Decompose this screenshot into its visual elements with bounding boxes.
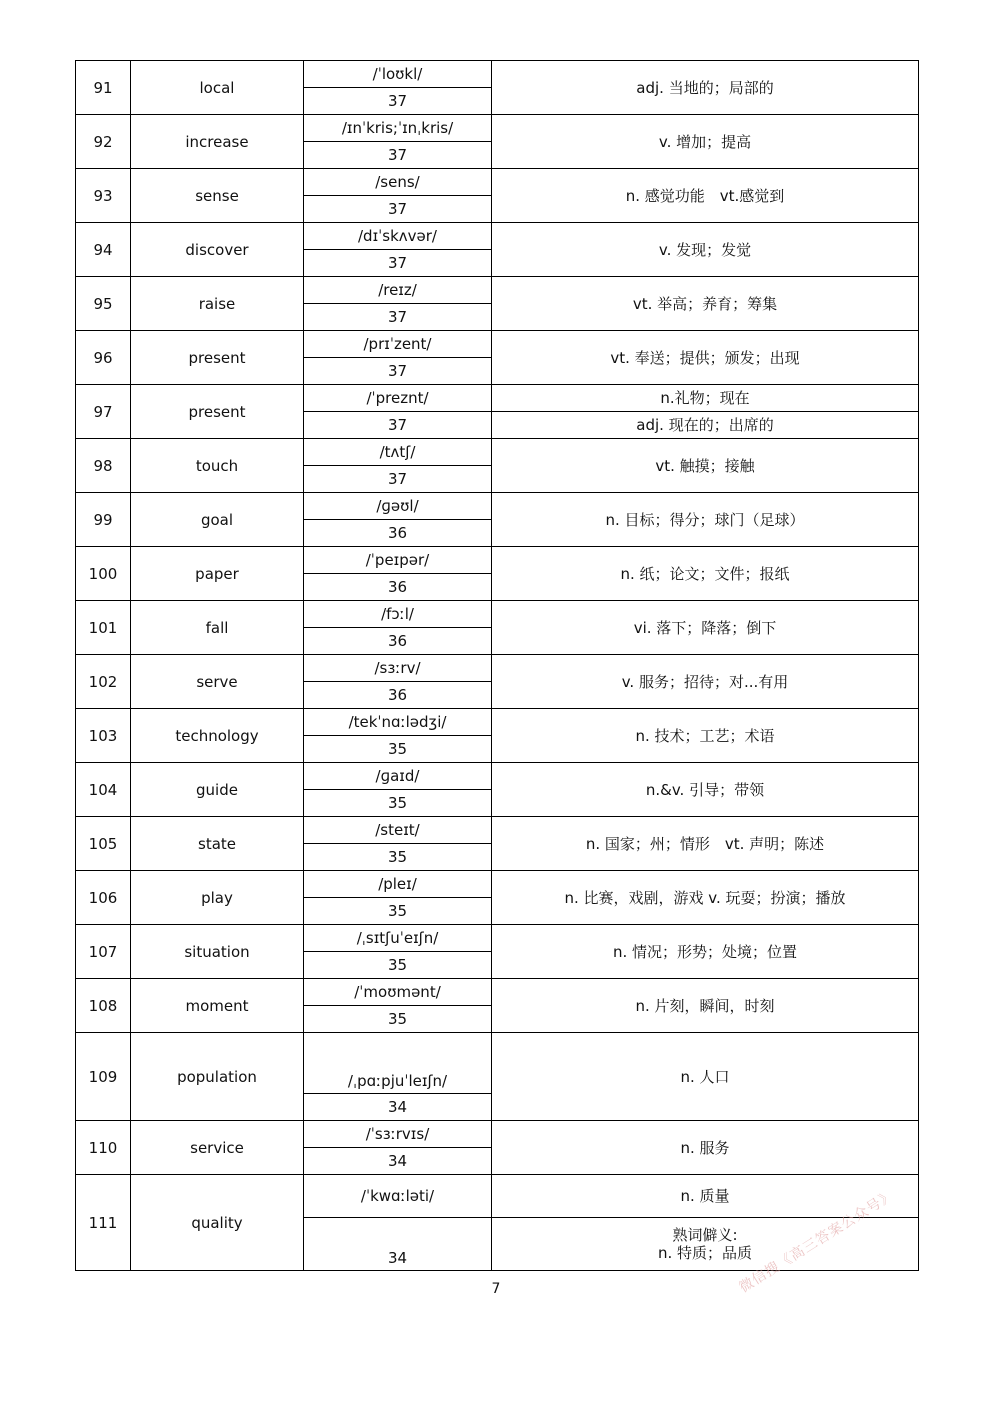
word: state [131, 817, 304, 871]
table-row [76, 1121, 919, 1148]
row-number: 97 [76, 385, 131, 439]
meaning: v. 发现；发觉 [492, 223, 919, 277]
rare-sense-label: 熟词僻义: [672, 1226, 738, 1244]
meaning: v. 增加；提高 [492, 115, 919, 169]
phonetic: /prɪˈzent/ [304, 331, 492, 358]
word: guide [131, 763, 304, 817]
frequency: 37 [304, 358, 492, 385]
meaning: n. 片刻，瞬间，时刻 [492, 979, 919, 1033]
frequency: 37 [304, 142, 492, 169]
table-row [76, 61, 919, 88]
frequency: 36 [304, 574, 492, 601]
row-number: 108 [76, 979, 131, 1033]
row-number: 100 [76, 547, 131, 601]
meaning: adj. 当地的；局部的 [492, 61, 919, 115]
word: play [131, 871, 304, 925]
word: present [131, 385, 304, 439]
frequency: 37 [304, 250, 492, 277]
word: goal [131, 493, 304, 547]
table-row [76, 1175, 919, 1218]
meaning: vi. 落下；降落；倒下 [492, 601, 919, 655]
table-row [76, 331, 919, 358]
frequency: 35 [304, 1006, 492, 1033]
phonetic: /ɡaɪd/ [304, 763, 492, 790]
meaning: n. 纸；论文；文件；报纸 [492, 547, 919, 601]
phonetic: /tekˈnɑːlədʒi/ [304, 709, 492, 736]
frequency: 34 [304, 1218, 492, 1271]
row-number: 103 [76, 709, 131, 763]
meaning: n. 国家；州；情形 vt. 声明；陈述 [492, 817, 919, 871]
table-row [76, 1033, 919, 1094]
row-number: 91 [76, 61, 131, 115]
table-row [76, 709, 919, 736]
meaning-secondary: adj. 现在的；出席的 [492, 412, 919, 439]
table-row [76, 493, 919, 520]
phonetic: /ˈpeɪpər/ [304, 547, 492, 574]
word: moment [131, 979, 304, 1033]
word: touch [131, 439, 304, 493]
frequency: 35 [304, 844, 492, 871]
phonetic: /sɜːrv/ [304, 655, 492, 682]
word: population [131, 1033, 304, 1121]
phonetic: /ˈpreznt/ [304, 385, 492, 412]
phonetic: /steɪt/ [304, 817, 492, 844]
row-number: 105 [76, 817, 131, 871]
phonetic: /ˈmoʊmənt/ [304, 979, 492, 1006]
word: serve [131, 655, 304, 709]
row-number: 109 [76, 1033, 131, 1121]
rare-sense-meaning: n. 特质；品质 [657, 1244, 753, 1262]
row-number: 111 [76, 1175, 131, 1271]
word: local [131, 61, 304, 115]
frequency: 37 [304, 88, 492, 115]
row-number: 93 [76, 169, 131, 223]
phonetic: /fɔːl/ [304, 601, 492, 628]
row-number: 98 [76, 439, 131, 493]
row-number: 101 [76, 601, 131, 655]
meaning: n.礼物；现在 [492, 385, 919, 412]
table-row [76, 979, 919, 1006]
phonetic: /dɪˈskʌvər/ [304, 223, 492, 250]
table-row [76, 871, 919, 898]
table-row [76, 385, 919, 412]
meaning: vt. 举高；养育；筹集 [492, 277, 919, 331]
meaning: n. 服务 [492, 1121, 919, 1175]
vocabulary-table [75, 60, 919, 1271]
word: situation [131, 925, 304, 979]
word: fall [131, 601, 304, 655]
frequency: 34 [304, 1148, 492, 1175]
row-number: 95 [76, 277, 131, 331]
phonetic: /ˌpɑːpjuˈleɪʃn/ [304, 1033, 492, 1094]
frequency: 35 [304, 952, 492, 979]
phonetic: /pleɪ/ [304, 871, 492, 898]
table-row [76, 763, 919, 790]
meaning: n. 比赛，戏剧，游戏 v. 玩耍；扮演；播放 [492, 871, 919, 925]
row-number: 99 [76, 493, 131, 547]
table-row [76, 925, 919, 952]
word: raise [131, 277, 304, 331]
frequency: 35 [304, 898, 492, 925]
word: increase [131, 115, 304, 169]
frequency: 34 [304, 1094, 492, 1121]
frequency: 36 [304, 628, 492, 655]
word: present [131, 331, 304, 385]
row-number: 96 [76, 331, 131, 385]
table-row [76, 655, 919, 682]
frequency: 37 [304, 466, 492, 493]
table-row [76, 277, 919, 304]
word: service [131, 1121, 304, 1175]
meaning: n. 情况；形势；处境；位置 [492, 925, 919, 979]
phonetic: /ˌsɪtʃuˈeɪʃn/ [304, 925, 492, 952]
row-number: 92 [76, 115, 131, 169]
word: technology [131, 709, 304, 763]
meaning: n.&v. 引导；带领 [492, 763, 919, 817]
word: discover [131, 223, 304, 277]
meaning: n. 人口 [492, 1033, 919, 1121]
phonetic: /tʌtʃ/ [304, 439, 492, 466]
phonetic: /ˈkwɑːləti/ [304, 1175, 492, 1218]
frequency: 35 [304, 790, 492, 817]
word: paper [131, 547, 304, 601]
frequency: 37 [304, 304, 492, 331]
meaning: n. 目标；得分；球门（足球） [492, 493, 919, 547]
row-number: 102 [76, 655, 131, 709]
meaning: vt. 触摸；接触 [492, 439, 919, 493]
table-row [76, 547, 919, 574]
phonetic: /ɪnˈkris;ˈɪnˌkris/ [304, 115, 492, 142]
word: sense [131, 169, 304, 223]
row-number: 110 [76, 1121, 131, 1175]
watermark: 微信搜《高三答案公众号》 [736, 1187, 898, 1297]
table-row [76, 115, 919, 142]
table-row [76, 601, 919, 628]
meaning: n. 感觉功能 vt.感觉到 [492, 169, 919, 223]
meaning: v. 服务；招待；对...有用 [492, 655, 919, 709]
page-number: 7 [491, 1281, 501, 1297]
frequency: 35 [304, 736, 492, 763]
phonetic: /sens/ [304, 169, 492, 196]
phonetic: /reɪz/ [304, 277, 492, 304]
frequency: 37 [304, 196, 492, 223]
phonetic: /ɡəʊl/ [304, 493, 492, 520]
table-row [76, 439, 919, 466]
frequency: 36 [304, 520, 492, 547]
meaning: n. 技术；工艺；术语 [492, 709, 919, 763]
meaning: vt. 奉送；提供；颁发；出现 [492, 331, 919, 385]
phonetic: /ˈsɜːrvɪs/ [304, 1121, 492, 1148]
frequency: 36 [304, 682, 492, 709]
frequency: 37 [304, 412, 492, 439]
row-number: 106 [76, 871, 131, 925]
meaning: n. 质量 [492, 1175, 919, 1218]
table-row [76, 817, 919, 844]
row-number: 104 [76, 763, 131, 817]
word: quality [131, 1175, 304, 1271]
row-number: 107 [76, 925, 131, 979]
table-row [76, 223, 919, 250]
phonetic: /ˈloʊkl/ [304, 61, 492, 88]
table-row [76, 169, 919, 196]
row-number: 94 [76, 223, 131, 277]
